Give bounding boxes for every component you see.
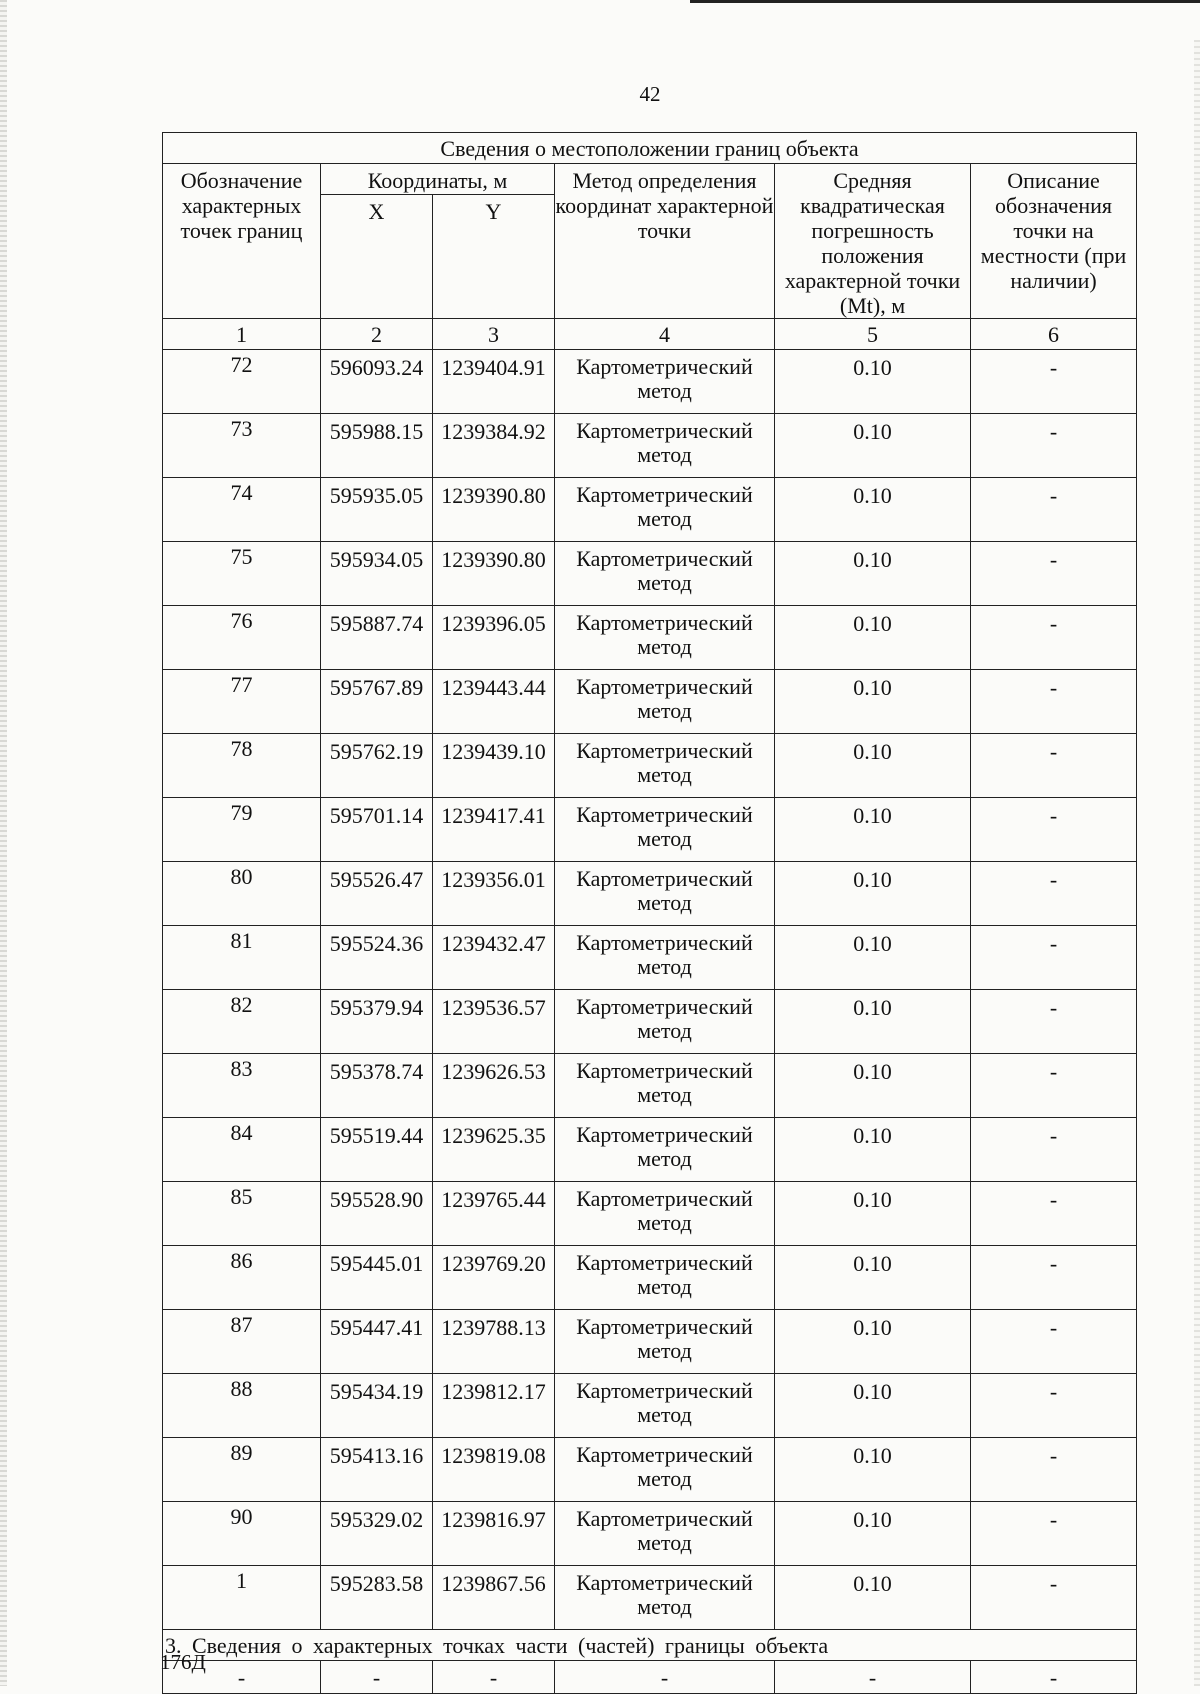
method-cell: Картометрический метод bbox=[555, 1054, 775, 1118]
coordinate-y: 1239396.05 bbox=[433, 606, 555, 670]
description-cell: - bbox=[971, 926, 1137, 990]
coordinate-y: 1239417.41 bbox=[433, 798, 555, 862]
error-cell: 0.10 bbox=[775, 862, 971, 926]
point-number: 83 bbox=[163, 1054, 321, 1118]
error-cell: 0.10 bbox=[775, 1566, 971, 1630]
error-cell: 0.10 bbox=[775, 478, 971, 542]
column-number: 5 bbox=[775, 319, 971, 350]
description-cell: - bbox=[971, 1502, 1137, 1566]
coordinate-y: 1239356.01 bbox=[433, 862, 555, 926]
point-number: 80 bbox=[163, 862, 321, 926]
method-cell: Картометрический метод bbox=[555, 734, 775, 798]
error-cell: 0.10 bbox=[775, 542, 971, 606]
description-cell: - bbox=[971, 862, 1137, 926]
table-row bbox=[163, 1310, 1137, 1374]
coordinate-y: 1239769.20 bbox=[433, 1246, 555, 1310]
coordinate-y: 1239443.44 bbox=[433, 670, 555, 734]
error-cell: 0.10 bbox=[775, 1374, 971, 1438]
table-row bbox=[163, 1054, 1137, 1118]
coordinate-x: 595329.02 bbox=[321, 1502, 433, 1566]
coordinate-y: 1239390.80 bbox=[433, 542, 555, 606]
table-row bbox=[163, 606, 1137, 670]
description-cell: - bbox=[971, 990, 1137, 1054]
method-cell: Картометрический метод bbox=[555, 1118, 775, 1182]
error-cell: 0.10 bbox=[775, 798, 971, 862]
coordinate-y: 1239536.57 bbox=[433, 990, 555, 1054]
coordinate-y: 1239625.35 bbox=[433, 1118, 555, 1182]
description-cell: - bbox=[971, 606, 1137, 670]
empty-cell: - bbox=[433, 1661, 555, 1694]
method-cell: Картометрический метод bbox=[555, 542, 775, 606]
point-number: 84 bbox=[163, 1118, 321, 1182]
coordinate-x: 595701.14 bbox=[321, 798, 433, 862]
point-number: 81 bbox=[163, 926, 321, 990]
description-cell: - bbox=[971, 1118, 1137, 1182]
point-number: 75 bbox=[163, 542, 321, 606]
point-number: 90 bbox=[163, 1502, 321, 1566]
header-method: Метод определения координат характерной точки bbox=[555, 164, 775, 319]
coordinate-x: 595379.94 bbox=[321, 990, 433, 1054]
point-number: 86 bbox=[163, 1246, 321, 1310]
column-number: 3 bbox=[433, 319, 555, 350]
coordinate-y: 1239788.13 bbox=[433, 1310, 555, 1374]
method-cell: Картометрический метод bbox=[555, 1246, 775, 1310]
point-number: 76 bbox=[163, 606, 321, 670]
table-row bbox=[163, 350, 1137, 414]
error-cell: 0.10 bbox=[775, 1502, 971, 1566]
error-cell: 0.10 bbox=[775, 734, 971, 798]
description-cell: - bbox=[971, 1566, 1137, 1630]
method-cell: Картометрический метод bbox=[555, 862, 775, 926]
point-number: 73 bbox=[163, 414, 321, 478]
coordinate-y: 1239384.92 bbox=[433, 414, 555, 478]
empty-cell: - bbox=[971, 1661, 1137, 1694]
description-cell: - bbox=[971, 670, 1137, 734]
description-cell: - bbox=[971, 734, 1137, 798]
column-number: 6 bbox=[971, 319, 1137, 350]
boundary-points-table bbox=[162, 132, 1137, 1694]
table-row bbox=[163, 1182, 1137, 1246]
method-cell: Картометрический метод bbox=[555, 1566, 775, 1630]
table-row bbox=[163, 862, 1137, 926]
point-number: 88 bbox=[163, 1374, 321, 1438]
coordinate-x: 596093.24 bbox=[321, 350, 433, 414]
table-row bbox=[163, 1502, 1137, 1566]
empty-cell: - bbox=[555, 1661, 775, 1694]
error-cell: 0.10 bbox=[775, 990, 971, 1054]
coordinate-x: 595378.74 bbox=[321, 1054, 433, 1118]
method-cell: Картометрический метод bbox=[555, 926, 775, 990]
column-number: 2 bbox=[321, 319, 433, 350]
header-coordinates: Координаты, м bbox=[321, 164, 555, 195]
coordinate-x: 595528.90 bbox=[321, 1182, 433, 1246]
error-cell: 0.10 bbox=[775, 670, 971, 734]
description-cell: - bbox=[971, 414, 1137, 478]
table-row bbox=[163, 670, 1137, 734]
table-row bbox=[163, 734, 1137, 798]
footer-code: 176Д bbox=[160, 1650, 206, 1674]
coordinate-y: 1239765.44 bbox=[433, 1182, 555, 1246]
coordinate-x: 595434.19 bbox=[321, 1374, 433, 1438]
point-number: 77 bbox=[163, 670, 321, 734]
point-number: 72 bbox=[163, 350, 321, 414]
description-cell: - bbox=[971, 1054, 1137, 1118]
header-x: X bbox=[321, 195, 433, 319]
error-cell: 0.10 bbox=[775, 1310, 971, 1374]
header-error: Средняя квадратическая погрешность положения характерной точки (Mt), м bbox=[775, 164, 971, 319]
coordinate-x: 595447.41 bbox=[321, 1310, 433, 1374]
coordinate-y: 1239812.17 bbox=[433, 1374, 555, 1438]
coordinate-x: 595887.74 bbox=[321, 606, 433, 670]
description-cell: - bbox=[971, 1438, 1137, 1502]
error-cell: 0.10 bbox=[775, 606, 971, 670]
point-number: 78 bbox=[163, 734, 321, 798]
coordinate-x: 595762.19 bbox=[321, 734, 433, 798]
table-row bbox=[163, 414, 1137, 478]
table-row bbox=[163, 926, 1137, 990]
column-number: 1 bbox=[163, 319, 321, 350]
coordinate-y: 1239390.80 bbox=[433, 478, 555, 542]
coordinate-x: 595445.01 bbox=[321, 1246, 433, 1310]
method-cell: Картометрический метод bbox=[555, 350, 775, 414]
table-row bbox=[163, 1566, 1137, 1630]
table-row bbox=[163, 1438, 1137, 1502]
method-cell: Картометрический метод bbox=[555, 414, 775, 478]
table-row bbox=[163, 542, 1137, 606]
top-rule bbox=[690, 0, 1200, 3]
error-cell: 0.10 bbox=[775, 1182, 971, 1246]
point-number: 89 bbox=[163, 1438, 321, 1502]
empty-cell: - bbox=[775, 1661, 971, 1694]
error-cell: 0.10 bbox=[775, 414, 971, 478]
coordinate-y: 1239867.56 bbox=[433, 1566, 555, 1630]
method-cell: Картометрический метод bbox=[555, 606, 775, 670]
method-cell: Картометрический метод bbox=[555, 798, 775, 862]
description-cell: - bbox=[971, 1374, 1137, 1438]
method-cell: Картометрический метод bbox=[555, 1374, 775, 1438]
header-description: Описание обозначения точки на местности (при наличии) bbox=[971, 164, 1137, 319]
method-cell: Картометрический метод bbox=[555, 1182, 775, 1246]
column-number: 4 bbox=[555, 319, 775, 350]
description-cell: - bbox=[971, 542, 1137, 606]
coordinate-y: 1239819.08 bbox=[433, 1438, 555, 1502]
point-number: 1 bbox=[163, 1566, 321, 1630]
table-row bbox=[163, 798, 1137, 862]
error-cell: 0.10 bbox=[775, 1438, 971, 1502]
coordinate-x: 595767.89 bbox=[321, 670, 433, 734]
description-cell: - bbox=[971, 1310, 1137, 1374]
coordinate-x: 595934.05 bbox=[321, 542, 433, 606]
error-cell: 0.10 bbox=[775, 926, 971, 990]
description-cell: - bbox=[971, 1182, 1137, 1246]
coordinate-x: 595526.47 bbox=[321, 862, 433, 926]
coordinate-y: 1239404.91 bbox=[433, 350, 555, 414]
method-cell: Картометрический метод bbox=[555, 1502, 775, 1566]
section-3-title: 3. Сведения о характерных точках части (частей) границы объекта bbox=[163, 1630, 1137, 1661]
header-designation: Обозначение характерных точек границ bbox=[163, 164, 321, 319]
table-row bbox=[163, 990, 1137, 1054]
error-cell: 0.10 bbox=[775, 350, 971, 414]
table-row bbox=[163, 1374, 1137, 1438]
coordinate-y: 1239432.47 bbox=[433, 926, 555, 990]
method-cell: Картометрический метод bbox=[555, 990, 775, 1054]
point-number: 74 bbox=[163, 478, 321, 542]
description-cell: - bbox=[971, 798, 1137, 862]
empty-cell: - bbox=[321, 1661, 433, 1694]
point-number: 82 bbox=[163, 990, 321, 1054]
coordinate-x: 595935.05 bbox=[321, 478, 433, 542]
coordinate-x: 595524.36 bbox=[321, 926, 433, 990]
table-row bbox=[163, 478, 1137, 542]
coordinate-y: 1239816.97 bbox=[433, 1502, 555, 1566]
scan-left-edge bbox=[0, 0, 7, 1686]
error-cell: 0.10 bbox=[775, 1246, 971, 1310]
coordinate-x: 595988.15 bbox=[321, 414, 433, 478]
point-number: 85 bbox=[163, 1182, 321, 1246]
table-title: Сведения о местоположении границ объекта bbox=[163, 133, 1137, 164]
method-cell: Картометрический метод bbox=[555, 1310, 775, 1374]
point-number: 87 bbox=[163, 1310, 321, 1374]
table-row bbox=[163, 1246, 1137, 1310]
table-row bbox=[163, 1118, 1137, 1182]
description-cell: - bbox=[971, 1246, 1137, 1310]
error-cell: 0.10 bbox=[775, 1054, 971, 1118]
error-cell: 0.10 bbox=[775, 1118, 971, 1182]
point-number: 79 bbox=[163, 798, 321, 862]
empty-cell: - bbox=[163, 1661, 321, 1694]
coordinate-y: 1239439.10 bbox=[433, 734, 555, 798]
method-cell: Картометрический метод bbox=[555, 1438, 775, 1502]
method-cell: Картометрический метод bbox=[555, 670, 775, 734]
description-cell: - bbox=[971, 350, 1137, 414]
coordinate-x: 595413.16 bbox=[321, 1438, 433, 1502]
page-number: 42 bbox=[639, 82, 661, 106]
coordinate-x: 595519.44 bbox=[321, 1118, 433, 1182]
coordinate-y: 1239626.53 bbox=[433, 1054, 555, 1118]
header-y: Y bbox=[433, 195, 555, 319]
scan-right-edge bbox=[1194, 40, 1200, 1686]
coordinate-x: 595283.58 bbox=[321, 1566, 433, 1630]
description-cell: - bbox=[971, 478, 1137, 542]
method-cell: Картометрический метод bbox=[555, 478, 775, 542]
